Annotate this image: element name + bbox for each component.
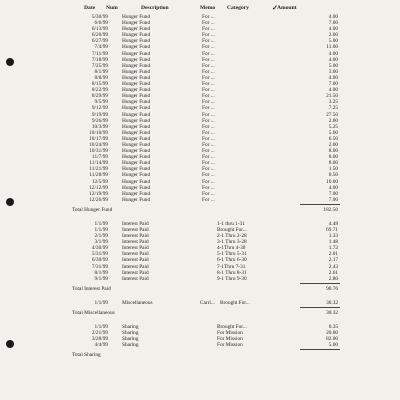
row-description: Interest Paid bbox=[122, 220, 149, 227]
binder-hole-icon bbox=[6, 58, 14, 66]
row-date: 12/19/99 bbox=[89, 190, 108, 197]
row-amount: 7.25 bbox=[328, 105, 338, 112]
row-date: 9/5/99 bbox=[94, 99, 108, 106]
row-amount: 69.71 bbox=[326, 227, 338, 233]
row-description: Hunger Fund bbox=[122, 38, 151, 45]
row-amount: 8.00 bbox=[328, 160, 338, 167]
row-date: 12/26/99 bbox=[89, 196, 108, 203]
row-memo: For ... bbox=[202, 87, 215, 94]
row-amount: 7.00 bbox=[328, 81, 338, 88]
row-memo: 4-1Thru 4-30 bbox=[217, 245, 246, 252]
header-date: Date bbox=[84, 5, 96, 11]
total-label: Total Miscellaneous bbox=[72, 309, 115, 316]
row-amount: 5.00 bbox=[328, 342, 338, 349]
row-date: 8/1/99 bbox=[94, 68, 108, 75]
row-amount: 4.00 bbox=[328, 56, 338, 63]
row-memo: For ... bbox=[202, 81, 215, 88]
row-memo: For ... bbox=[202, 32, 215, 39]
row-date: 8/8/99 bbox=[94, 74, 108, 81]
row-memo: For ... bbox=[202, 26, 215, 33]
row-description: Hunger Fund bbox=[122, 44, 151, 51]
row-memo: For ... bbox=[202, 123, 215, 130]
row-description: Hunger Fund bbox=[122, 196, 151, 203]
row-description: Hunger Fund bbox=[122, 129, 151, 136]
row-date: 9/12/99 bbox=[91, 105, 108, 112]
row-memo: 1-1 thru 1-31 bbox=[217, 220, 245, 227]
row-memo: For ... bbox=[202, 99, 215, 106]
row-amount: 1.72 bbox=[328, 245, 338, 252]
row-date: 5/30/99 bbox=[91, 14, 108, 20]
hunger-fund-total-row bbox=[72, 204, 372, 216]
row-memo: For ... bbox=[202, 38, 215, 45]
row-date: 2/1/99 bbox=[94, 233, 108, 240]
binder-hole-icon bbox=[6, 340, 14, 348]
row-date: 4/4/99 bbox=[94, 342, 108, 349]
ledger-report bbox=[72, 4, 372, 361]
row-memo: For ... bbox=[202, 135, 215, 142]
row-memo: Carri... bbox=[200, 299, 215, 306]
row-description: Hunger Fund bbox=[122, 184, 151, 191]
row-description: Hunger Fund bbox=[122, 81, 151, 88]
row-memo: For ... bbox=[202, 68, 215, 75]
row-date: 12/5/99 bbox=[91, 178, 108, 185]
row-date: 10/31/99 bbox=[89, 148, 108, 155]
row-memo: For ... bbox=[202, 154, 215, 161]
row-description: Interest Paid bbox=[122, 257, 149, 264]
miscellaneous-total-row bbox=[72, 307, 372, 319]
row-amount: 0.50 bbox=[328, 172, 338, 179]
total-amount: 182.50 bbox=[323, 206, 338, 213]
row-memo: For ... bbox=[202, 74, 215, 81]
header-cleared-checkmark-icon: ✓ bbox=[272, 4, 278, 12]
header-description: Description bbox=[141, 5, 169, 11]
column-header-row bbox=[72, 4, 372, 13]
hunger-fund-rows bbox=[72, 14, 372, 203]
row-date: 11/14/99 bbox=[89, 160, 108, 167]
row-description: Hunger Fund bbox=[122, 178, 151, 185]
row-description: Interest Paid bbox=[122, 233, 149, 240]
row-date: 11/21/99 bbox=[89, 166, 108, 173]
total-label: Total Interest Paid bbox=[72, 285, 111, 292]
row-description: Hunger Fund bbox=[122, 32, 151, 39]
row-memo: 7-1Thru 7-31 bbox=[217, 263, 246, 270]
row-amount: 10.00 bbox=[326, 178, 338, 185]
row-description: Sharing bbox=[122, 342, 139, 349]
row-description: Interest Paid bbox=[122, 269, 149, 276]
row-date: 6/27/99 bbox=[91, 38, 108, 45]
row-date: 9/1/99 bbox=[94, 275, 108, 282]
row-amount: 5.00 bbox=[328, 38, 338, 45]
row-amount: 4.00 bbox=[328, 26, 338, 33]
row-date: 11/7/99 bbox=[92, 154, 108, 161]
row-amount: 21.50 bbox=[326, 93, 338, 100]
row-amount: 2.01 bbox=[328, 251, 338, 258]
row-memo: 3-1 Thru 3-28 bbox=[217, 239, 247, 246]
row-amount: 3.00 bbox=[328, 68, 338, 75]
row-date: 1/1/99 bbox=[94, 299, 108, 306]
row-description: Interest Paid bbox=[122, 227, 149, 233]
total-label: Total Hunger Fund bbox=[72, 206, 113, 213]
row-amount: 2.43 bbox=[328, 263, 338, 270]
header-category: Category bbox=[227, 5, 250, 11]
row-description: Hunger Fund bbox=[122, 135, 151, 142]
row-description: Hunger Fund bbox=[122, 123, 151, 130]
row-memo: Brought For... bbox=[217, 323, 247, 330]
row-description: Hunger Fund bbox=[122, 26, 151, 33]
row-amount: 2.61 bbox=[328, 269, 338, 276]
row-date: 8/1/99 bbox=[94, 269, 108, 276]
row-memo: For ... bbox=[202, 178, 215, 185]
row-description: Miscellaneous bbox=[122, 299, 153, 306]
table-row bbox=[72, 300, 372, 306]
row-amount: 11.00 bbox=[326, 44, 338, 51]
row-amount: 1.50 bbox=[328, 166, 338, 173]
table-row bbox=[72, 197, 372, 203]
row-amount: 2.80 bbox=[328, 275, 338, 282]
row-memo: For ... bbox=[202, 14, 215, 20]
row-amount: 2.00 bbox=[328, 117, 338, 124]
row-amount: 4.00 bbox=[328, 184, 338, 191]
row-description: Hunger Fund bbox=[122, 166, 151, 173]
total-rule bbox=[300, 349, 340, 350]
row-description: Hunger Fund bbox=[122, 154, 151, 161]
row-description: Interest Paid bbox=[122, 251, 149, 258]
row-memo: For ... bbox=[202, 62, 215, 69]
row-description: Hunger Fund bbox=[122, 87, 151, 94]
row-amount: 2.17 bbox=[328, 257, 338, 264]
row-memo: 2-1 Thru 2-28 bbox=[217, 233, 247, 240]
row-date: 1/1/99 bbox=[94, 220, 108, 227]
row-amount: 1.33 bbox=[328, 233, 338, 240]
row-memo: For ... bbox=[202, 44, 215, 51]
row-description: Hunger Fund bbox=[122, 93, 151, 100]
row-date: 10/17/99 bbox=[89, 135, 108, 142]
row-amount: 5.00 bbox=[328, 62, 338, 69]
row-date: 5/31/99 bbox=[91, 251, 108, 258]
row-amount: 82.00 bbox=[326, 336, 338, 343]
row-memo: Brought For... bbox=[217, 227, 247, 233]
row-date: 9/26/99 bbox=[91, 117, 108, 124]
total-label: Total Sharing bbox=[72, 352, 101, 359]
row-date: 4/30/99 bbox=[91, 245, 108, 252]
row-description: Interest Paid bbox=[122, 263, 149, 270]
row-memo: For ... bbox=[202, 184, 215, 191]
row-description: Hunger Fund bbox=[122, 74, 151, 81]
row-date: 3/1/99 bbox=[94, 239, 108, 246]
row-description: Hunger Fund bbox=[122, 111, 151, 118]
table-row bbox=[72, 276, 372, 282]
row-description: Hunger Fund bbox=[122, 68, 151, 75]
row-date: 12/12/99 bbox=[89, 184, 108, 191]
row-amount: 3.25 bbox=[328, 99, 338, 106]
row-memo: For ... bbox=[202, 117, 215, 124]
table-row bbox=[72, 342, 372, 348]
row-description: Sharing bbox=[122, 336, 139, 343]
row-amount: 4.00 bbox=[328, 87, 338, 94]
row-date: 7/25/99 bbox=[91, 62, 108, 69]
row-date: 7/31/99 bbox=[91, 263, 108, 270]
row-description: Hunger Fund bbox=[122, 62, 151, 69]
row-amount: 7.00 bbox=[328, 20, 338, 27]
row-description: Sharing bbox=[122, 330, 139, 337]
row-memo: 9-1 Thru 9-30 bbox=[217, 275, 247, 282]
row-date: 3/28/99 bbox=[91, 336, 108, 343]
row-memo: For ... bbox=[202, 93, 215, 100]
row-memo: For ... bbox=[202, 20, 215, 27]
row-amount: 4.00 bbox=[328, 74, 338, 81]
row-amount: 5.00 bbox=[328, 129, 338, 136]
row-amount: 7.00 bbox=[328, 190, 338, 197]
row-amount: 4.00 bbox=[328, 50, 338, 57]
row-memo: For Mission bbox=[217, 330, 243, 337]
header-memo: Memo bbox=[200, 5, 216, 11]
total-amount: 30.32 bbox=[326, 309, 338, 316]
row-date: 6/30/99 bbox=[91, 257, 108, 264]
header-num: Num bbox=[106, 5, 118, 11]
row-memo: 5-1 Thru 5-31 bbox=[217, 251, 247, 258]
row-date: 9/19/99 bbox=[91, 111, 108, 118]
row-description: Hunger Fund bbox=[122, 99, 151, 106]
row-amount: 30.32 bbox=[326, 299, 338, 306]
row-date: 6/6/99 bbox=[94, 20, 108, 27]
row-amount: 27.50 bbox=[326, 111, 338, 118]
row-description: Hunger Fund bbox=[122, 172, 151, 179]
row-description: Hunger Fund bbox=[122, 50, 151, 57]
row-amount: 4.48 bbox=[328, 220, 338, 227]
row-amount: 8.00 bbox=[328, 148, 338, 155]
row-memo: For ... bbox=[202, 105, 215, 112]
row-date: 8/15/99 bbox=[91, 81, 108, 88]
row-memo: For ... bbox=[202, 50, 215, 57]
row-date: 6/20/99 bbox=[91, 32, 108, 39]
row-memo: For ... bbox=[202, 141, 215, 148]
row-description: Interest Paid bbox=[122, 245, 149, 252]
row-description: Interest Paid bbox=[122, 239, 149, 246]
row-memo: For ... bbox=[202, 129, 215, 136]
row-description: Sharing bbox=[122, 323, 139, 330]
miscellaneous-rows bbox=[72, 300, 372, 306]
row-memo: For ... bbox=[202, 196, 215, 203]
row-memo: For ... bbox=[202, 166, 215, 173]
row-description: Hunger Fund bbox=[122, 14, 151, 20]
interest-paid-total-row bbox=[72, 283, 372, 295]
row-amount: 5.25 bbox=[328, 123, 338, 130]
sharing-rows bbox=[72, 324, 372, 348]
row-memo: For ... bbox=[202, 160, 215, 167]
row-description: Hunger Fund bbox=[122, 117, 151, 124]
row-amount: 8.00 bbox=[328, 154, 338, 161]
row-amount: 0.35 bbox=[328, 323, 338, 330]
row-date: 7/18/99 bbox=[91, 56, 108, 63]
row-date: 10/24/99 bbox=[89, 141, 108, 148]
row-description: Hunger Fund bbox=[122, 148, 151, 155]
row-description: Hunger Fund bbox=[122, 190, 151, 197]
row-memo: For ... bbox=[202, 148, 215, 155]
row-category: Brought For... bbox=[220, 299, 250, 306]
interest-paid-rows bbox=[72, 221, 372, 282]
row-memo: 8-1 Thru 8-31 bbox=[217, 269, 247, 276]
total-amount: 90.76 bbox=[326, 285, 338, 292]
row-date: 8/22/99 bbox=[91, 87, 108, 94]
row-memo: For ... bbox=[202, 172, 215, 179]
row-description: Hunger Fund bbox=[122, 20, 151, 27]
row-date: 10/10/99 bbox=[89, 129, 108, 136]
row-description: Hunger Fund bbox=[122, 105, 151, 112]
row-description: Hunger Fund bbox=[122, 56, 151, 63]
row-amount: 1.48 bbox=[328, 239, 338, 246]
row-memo: For Mission bbox=[217, 342, 243, 349]
row-amount: 7.00 bbox=[328, 196, 338, 203]
row-memo: 6-1 Thru 6-30 bbox=[217, 257, 247, 264]
row-description: Hunger Fund bbox=[122, 160, 151, 167]
row-date: 1/1/99 bbox=[94, 227, 108, 233]
row-date: 11/28/99 bbox=[89, 172, 108, 179]
row-date: 1/1/99 bbox=[94, 323, 108, 330]
row-amount: 2.00 bbox=[328, 32, 338, 39]
binder-hole-icon bbox=[6, 198, 14, 206]
row-date: 7/11/99 bbox=[92, 50, 108, 57]
row-description: Interest Paid bbox=[122, 275, 149, 282]
row-amount: 6.50 bbox=[328, 135, 338, 142]
row-date: 7/4/99 bbox=[94, 44, 108, 51]
row-date: 2/21/99 bbox=[91, 330, 108, 337]
row-amount: 4.00 bbox=[328, 14, 338, 20]
header-amount: Amount bbox=[277, 5, 297, 11]
row-amount: 2.00 bbox=[328, 141, 338, 148]
row-memo: For Mission bbox=[217, 336, 243, 343]
row-amount: 20.00 bbox=[326, 330, 338, 337]
row-date: 10/3/99 bbox=[91, 123, 108, 130]
row-memo: For ... bbox=[202, 111, 215, 118]
row-date: 8/29/99 bbox=[91, 93, 108, 100]
row-memo: For ... bbox=[202, 190, 215, 197]
row-memo: For ... bbox=[202, 56, 215, 63]
sharing-total-row bbox=[72, 349, 372, 361]
row-date: 6/13/99 bbox=[91, 26, 108, 33]
row-description: Hunger Fund bbox=[122, 141, 151, 148]
